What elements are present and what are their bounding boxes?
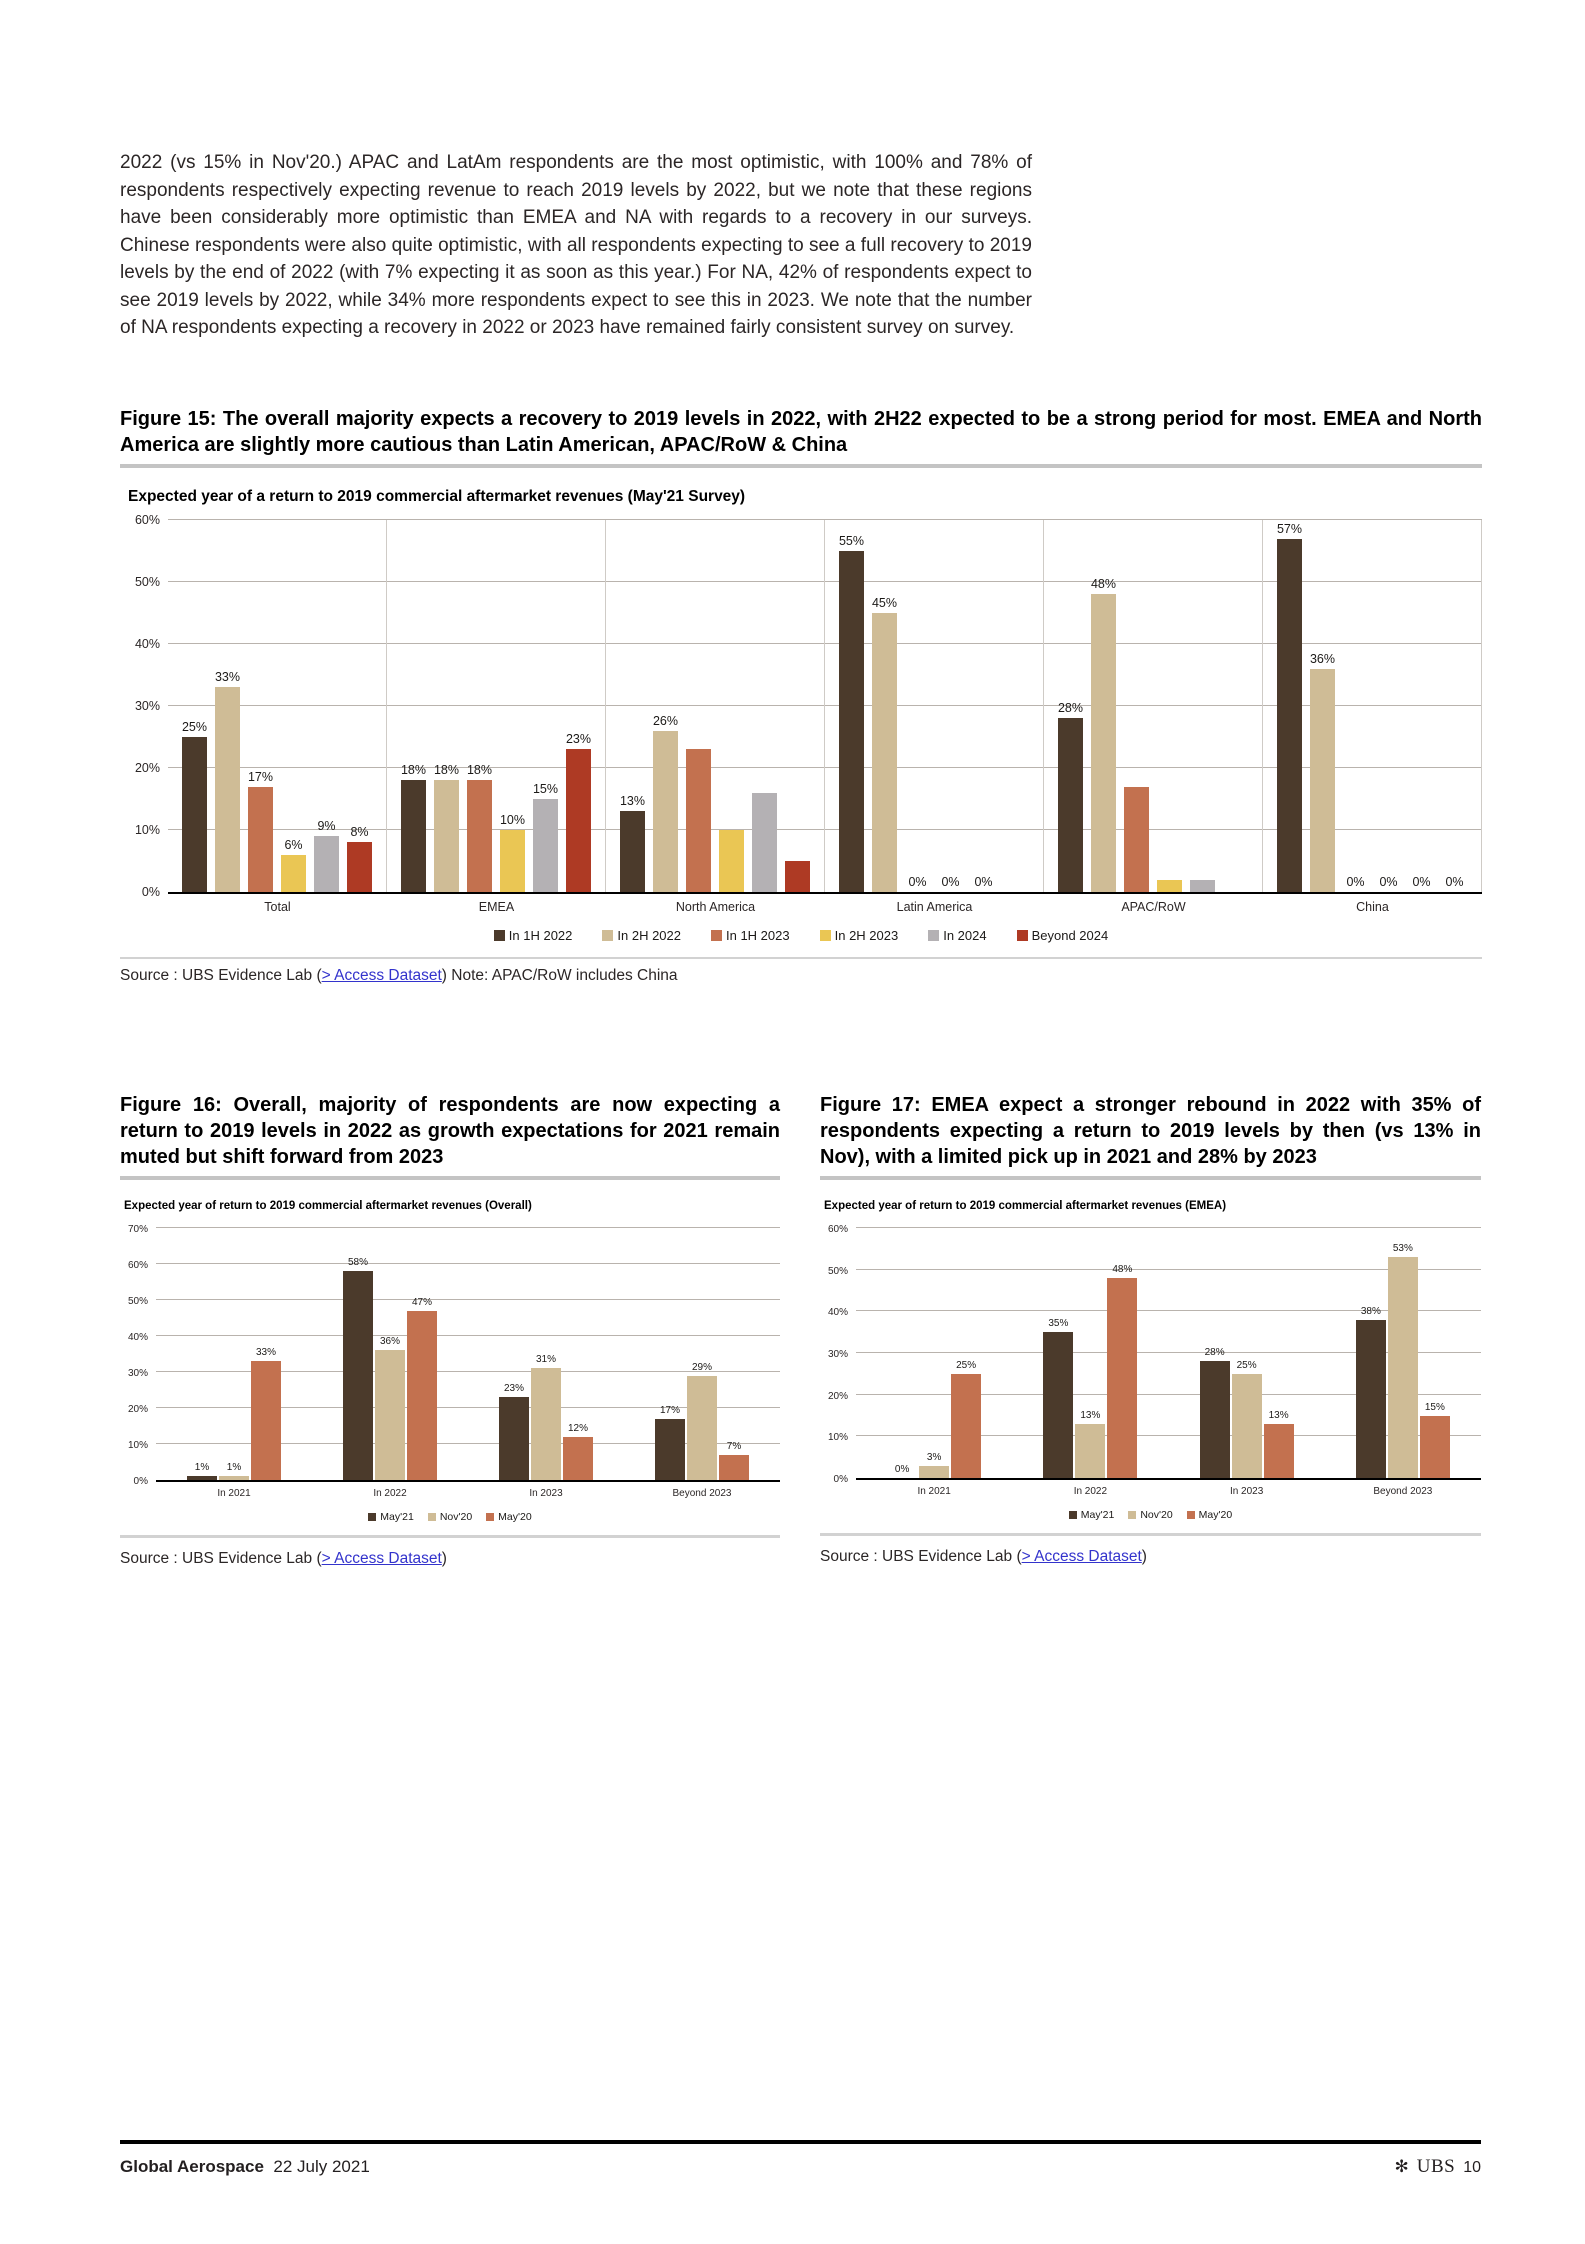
legend-swatch xyxy=(368,1513,376,1521)
legend-swatch xyxy=(494,930,505,941)
bar-group xyxy=(825,520,1044,892)
bar-value-label: 31% xyxy=(535,1354,557,1366)
bar xyxy=(219,1462,249,1480)
figure-16-chart-title: Expected year of return to 2019 commercial aftermarket revenues (Overall) xyxy=(124,1200,532,1212)
figure-17-source xyxy=(820,1548,1481,1566)
bar xyxy=(752,793,777,892)
legend-label: May'21 xyxy=(380,1511,414,1523)
figure-17-plot-area xyxy=(820,1224,1481,1497)
legend-label: May'21 xyxy=(1080,1509,1115,1521)
figure-15-title-rule xyxy=(120,464,1482,468)
legend-swatch xyxy=(1187,1511,1195,1519)
y-tick-label: 10% xyxy=(134,823,160,837)
x-axis-labels xyxy=(156,1482,780,1499)
bar xyxy=(181,720,208,892)
bar-value-label: 28% xyxy=(1057,701,1084,716)
y-tick-label: 30% xyxy=(127,1368,148,1379)
bar xyxy=(619,794,646,892)
bar-value-label: 25% xyxy=(1236,1359,1257,1371)
source-note: ) Note: APAC/RoW includes China xyxy=(441,967,678,984)
x-axis-category-label: APAC/RoW xyxy=(1121,900,1186,914)
bar-value-label: 18% xyxy=(433,763,460,778)
bar-value-label: 35% xyxy=(1048,1318,1069,1330)
legend-item xyxy=(820,928,899,943)
bar-value-label: 33% xyxy=(255,1347,277,1359)
bar-value-label: 12% xyxy=(567,1422,589,1434)
legend-item xyxy=(1187,1509,1233,1521)
bar xyxy=(1124,787,1149,892)
x-axis-category-label: In 2023 xyxy=(1229,1486,1264,1497)
bar xyxy=(466,763,493,892)
bar-value-label: 1% xyxy=(226,1462,242,1474)
bar xyxy=(719,1440,749,1480)
legend-swatch xyxy=(820,930,831,941)
plot xyxy=(168,520,1482,894)
bar xyxy=(1107,1264,1137,1478)
y-tick-label: 10% xyxy=(827,1432,848,1444)
figure-16-legend xyxy=(120,1511,780,1523)
bar xyxy=(347,825,372,892)
figure-15-chart xyxy=(120,488,1482,985)
bar xyxy=(838,534,865,892)
bar xyxy=(1276,521,1303,892)
bar-group xyxy=(624,1228,780,1480)
figure-16-bottom-rule xyxy=(120,1535,780,1538)
bar xyxy=(1420,1401,1450,1479)
bar xyxy=(1388,1243,1418,1478)
ubs-wordmark: UBS xyxy=(1416,2156,1456,2177)
y-tick-label: 40% xyxy=(127,1332,148,1343)
figure-17-chart xyxy=(820,1200,1481,1566)
bar-group xyxy=(1169,1228,1325,1478)
legend-label: In 2H 2022 xyxy=(617,928,681,943)
footer-doc-title: Global Aerospace xyxy=(120,2157,264,2176)
y-tick-label: 30% xyxy=(827,1349,848,1360)
x-axis-labels xyxy=(856,1480,1481,1497)
figure-16-source xyxy=(120,1550,780,1568)
bar xyxy=(400,763,427,892)
bar xyxy=(1057,701,1084,892)
source-text: Source : UBS Evidence Lab ( xyxy=(120,967,322,984)
bar-value-label: 0% xyxy=(941,875,960,889)
footer xyxy=(120,2156,1481,2178)
bar-value-label: 25% xyxy=(956,1359,977,1371)
figure-17-title-rule xyxy=(820,1176,1481,1180)
bar xyxy=(343,1257,373,1480)
bar xyxy=(1043,1318,1073,1478)
bar-value-label: 13% xyxy=(1268,1409,1289,1421)
bar xyxy=(686,749,711,892)
legend-swatch xyxy=(602,930,613,941)
bar-group xyxy=(1012,1228,1168,1478)
x-axis-category-label: China xyxy=(1356,900,1389,914)
x-axis-category-label: EMEA xyxy=(478,900,515,914)
bar-value-label: 0% xyxy=(1379,875,1398,889)
bar-value-label: 15% xyxy=(532,782,559,796)
bar xyxy=(1264,1409,1294,1478)
plot xyxy=(156,1228,780,1482)
bar-group xyxy=(468,1228,624,1480)
bar-value-label: 17% xyxy=(247,769,274,784)
legend-swatch xyxy=(1069,1511,1077,1519)
y-tick-label: 0% xyxy=(833,1474,848,1485)
bar-value-label: 0% xyxy=(908,875,927,889)
bar-value-label: 9% xyxy=(317,819,336,834)
bar-value-label: 45% xyxy=(871,596,898,610)
bar-value-label: 26% xyxy=(652,713,679,728)
y-tick-label: 50% xyxy=(127,1296,148,1307)
x-axis-category-label: In 2022 xyxy=(373,1488,407,1499)
x-axis-category-label: In 2021 xyxy=(917,1486,951,1497)
y-tick-label: 60% xyxy=(827,1224,848,1235)
bar xyxy=(951,1359,981,1478)
y-tick-label: 70% xyxy=(127,1224,148,1235)
x-axis-labels xyxy=(168,894,1482,914)
legend-label: In 1H 2022 xyxy=(508,928,573,943)
bar xyxy=(1157,880,1182,892)
legend-item xyxy=(486,1511,532,1523)
footer-rule xyxy=(120,2140,1481,2144)
figure-15-legend xyxy=(120,928,1482,943)
plot xyxy=(856,1228,1481,1480)
bar-value-label: 0% xyxy=(1445,875,1464,889)
bar-value-label: 18% xyxy=(466,763,493,778)
legend-swatch xyxy=(1017,930,1028,941)
bar-value-label: 8% xyxy=(350,825,369,840)
bar xyxy=(314,819,339,892)
bar-group xyxy=(156,1228,312,1480)
legend-swatch xyxy=(428,1513,436,1521)
bar xyxy=(532,782,559,892)
figure-15-title: Figure 15: The overall majority expects a recovery to 2019 levels in 2022, with 2H22 expected to be a strong period for most. EMEA and North America are slightly more cautious than Latin American, APAC/RoW & China xyxy=(120,408,1482,456)
y-tick-label: 10% xyxy=(127,1440,148,1451)
legend-label: Nov'20 xyxy=(439,1511,473,1523)
bar xyxy=(565,732,592,892)
legend-swatch xyxy=(711,930,722,941)
legend-swatch xyxy=(486,1513,494,1521)
bar-value-label: 29% xyxy=(691,1361,713,1373)
figure-16-chart xyxy=(120,1200,780,1568)
legend-item xyxy=(711,928,790,943)
bar-value-label: 58% xyxy=(347,1257,369,1269)
bar-value-label: 1% xyxy=(194,1462,210,1474)
x-axis-category-label: Latin America xyxy=(896,900,973,914)
x-axis-category-label: In 2023 xyxy=(529,1488,563,1499)
bar-value-label: 48% xyxy=(1090,577,1117,592)
bar xyxy=(655,1404,685,1480)
bar-group xyxy=(1325,1228,1481,1478)
bar-value-label: 36% xyxy=(379,1336,401,1348)
y-tick-label: 20% xyxy=(127,1404,148,1415)
figure-17-title: Figure 17: EMEA expect a stronger rebound in 2022 with 35% of respondents expecting a return to 2019 levels by then (vs 13% in Nov), with a limited pick up in 2021 and 28% by 2023 xyxy=(820,1094,1481,1168)
bar xyxy=(785,861,810,892)
source-text: Source : UBS Evidence Lab ( xyxy=(120,1550,322,1567)
bar-group xyxy=(387,520,606,892)
bar-value-label: 0% xyxy=(1412,875,1431,889)
figure-16-title: Figure 16: Overall, majority of respondents are now expecting a return to 2019 levels in 2022 as growth expectations for 2021 remain muted but shift forward from 2023 xyxy=(120,1094,780,1168)
bar xyxy=(214,670,241,892)
bar-value-label: 13% xyxy=(619,794,646,809)
legend-label: May'20 xyxy=(1198,1509,1233,1521)
bar-value-label: 48% xyxy=(1112,1264,1133,1275)
access-dataset-link[interactable]: > Access Dataset xyxy=(321,1550,442,1567)
bar xyxy=(1075,1409,1105,1478)
bar xyxy=(247,769,274,892)
legend-item xyxy=(368,1511,414,1523)
body-paragraph: 2022 (vs 15% in Nov'20.) APAC and LatAm respondents are the most optimistic, with 100% and 78% of respondents respectively expecting revenue to reach 2019 levels by 2022, but we note that these regions have been considerably more optimistic than EMEA and NA with regards to a recovery in our surveys. Chinese respondents were also quite optimistic, with all respondents expecting to see a full recovery to 2019 levels by the end of 2022 (with 7% expecting it as soon as this year.) For NA, 42% of respondents expect to see 2019 levels by 2022, while 34% more respondents expect to see this in 2023. We note that the number of NA respondents expecting a recovery in 2022 or 2023 have remained fairly consistent survey on survey. xyxy=(120,152,1032,338)
y-tick-label: 20% xyxy=(134,761,160,775)
bar-group xyxy=(312,1228,468,1480)
bar-value-label: 38% xyxy=(1360,1305,1381,1317)
bar xyxy=(1190,880,1215,892)
y-tick-label: 0% xyxy=(141,885,160,899)
y-tick-label: 60% xyxy=(127,1260,148,1271)
y-tick-label: 40% xyxy=(827,1307,848,1319)
legend-item xyxy=(494,928,573,943)
y-tick-label: 20% xyxy=(827,1390,848,1402)
bar-value-label: 0% xyxy=(894,1464,910,1475)
bar xyxy=(1356,1305,1386,1478)
bar xyxy=(251,1347,281,1480)
figure-15-plot-area xyxy=(120,513,1482,914)
legend-item xyxy=(1017,928,1109,943)
bar xyxy=(1309,651,1336,892)
bar-value-label: 23% xyxy=(503,1383,525,1395)
x-axis-category-label: North America xyxy=(675,900,756,914)
bar-value-label: 28% xyxy=(1204,1347,1225,1359)
legend-label: Beyond 2024 xyxy=(1031,928,1109,943)
legend-label: May'20 xyxy=(498,1511,532,1523)
bar-value-label: 0% xyxy=(974,875,993,889)
bar xyxy=(433,763,460,892)
bar-value-label: 13% xyxy=(1080,1409,1101,1421)
figure-15-bottom-rule xyxy=(120,957,1482,959)
figure-17 xyxy=(820,1092,1481,1566)
source-note: ) xyxy=(1141,1548,1147,1565)
legend-item xyxy=(928,928,986,943)
source-note: ) xyxy=(441,1550,447,1567)
y-axis xyxy=(120,1224,156,1487)
y-axis xyxy=(820,1224,856,1485)
bar-group xyxy=(1263,520,1482,892)
legend-label: In 2H 2023 xyxy=(834,928,899,943)
legend-item xyxy=(428,1511,472,1523)
ubs-keys-logo-icon: ✻ xyxy=(1394,2157,1409,2176)
legend-label: Nov'20 xyxy=(1140,1509,1173,1521)
x-axis-category-label: Beyond 2023 xyxy=(672,1488,732,1499)
footer-doc-info xyxy=(120,2157,370,2177)
bar xyxy=(375,1336,405,1480)
figure-15-source xyxy=(120,967,1482,985)
legend-swatch xyxy=(1128,1511,1136,1519)
y-tick-label: 30% xyxy=(134,699,160,713)
footer-brand xyxy=(1394,2156,1481,2178)
bar-value-label: 33% xyxy=(214,670,241,685)
legend-item xyxy=(602,928,681,943)
bar xyxy=(1200,1347,1230,1478)
y-tick-label: 50% xyxy=(134,575,160,589)
bar xyxy=(719,830,744,892)
access-dataset-link[interactable]: > Access Dataset xyxy=(321,967,442,984)
bar-value-label: 3% xyxy=(926,1451,942,1463)
bar-value-label: 6% xyxy=(284,837,303,852)
x-axis-category-label: Total xyxy=(264,900,291,914)
bar xyxy=(499,813,526,892)
bar xyxy=(919,1451,949,1479)
x-axis-category-label: Beyond 2023 xyxy=(1373,1486,1433,1497)
figure-17-chart-title: Expected year of return to 2019 commercial aftermarket revenues (EMEA) xyxy=(824,1200,1227,1212)
page-number: 10 xyxy=(1463,2159,1481,2176)
bar xyxy=(187,1462,217,1480)
x-axis-category-label: In 2022 xyxy=(1073,1486,1108,1497)
figure-15 xyxy=(120,406,1482,985)
bar-group xyxy=(856,1228,1012,1478)
figure-16-title-rule xyxy=(120,1176,780,1180)
bar-value-label: 18% xyxy=(400,763,427,778)
bar xyxy=(531,1354,561,1480)
bar xyxy=(563,1422,593,1480)
bar-value-label: 17% xyxy=(659,1404,681,1416)
figure-15-chart-title: Expected year of a return to 2019 commercial aftermarket revenues (May'21 Survey) xyxy=(128,488,746,505)
figure-16 xyxy=(120,1092,780,1568)
legend-item xyxy=(1128,1509,1172,1521)
bar-group xyxy=(168,520,387,892)
access-dataset-link[interactable]: > Access Dataset xyxy=(1021,1548,1142,1565)
bar-value-label: 25% xyxy=(181,720,208,734)
bar-value-label: 53% xyxy=(1392,1243,1413,1255)
y-tick-label: 0% xyxy=(133,1476,148,1487)
legend-label: In 2024 xyxy=(943,928,987,943)
bar-value-label: 36% xyxy=(1309,651,1336,666)
footer-date: 22 July 2021 xyxy=(273,2157,370,2176)
bar-value-label: 55% xyxy=(838,534,865,548)
bar xyxy=(652,713,679,892)
bar xyxy=(1090,577,1117,892)
bar-value-label: 0% xyxy=(1346,875,1365,889)
bar xyxy=(281,837,306,892)
bar xyxy=(871,596,898,892)
bar-group xyxy=(1044,520,1263,892)
bar xyxy=(499,1383,529,1480)
y-tick-label: 60% xyxy=(134,513,160,527)
legend-item xyxy=(1069,1509,1115,1521)
bar-value-label: 23% xyxy=(565,732,592,747)
bar-value-label: 47% xyxy=(411,1296,433,1308)
y-axis xyxy=(120,513,168,899)
y-tick-label: 50% xyxy=(827,1265,848,1277)
bar-value-label: 57% xyxy=(1276,521,1303,536)
source-text: Source : UBS Evidence Lab ( xyxy=(820,1548,1022,1565)
figure-16-plot-area xyxy=(120,1224,780,1499)
bar-group xyxy=(606,520,825,892)
bar-value-label: 10% xyxy=(499,813,526,827)
x-axis-category-label: In 2021 xyxy=(217,1488,251,1499)
y-tick-label: 40% xyxy=(134,637,160,651)
bar-value-label: 7% xyxy=(726,1440,742,1452)
legend-label: In 1H 2023 xyxy=(726,928,790,943)
bar xyxy=(407,1296,437,1480)
bar-value-label: 15% xyxy=(1424,1401,1445,1413)
legend-swatch xyxy=(928,930,939,941)
bar xyxy=(1232,1359,1262,1478)
figure-17-bottom-rule xyxy=(820,1533,1481,1536)
figure-17-legend xyxy=(820,1509,1481,1521)
bar xyxy=(687,1361,717,1480)
